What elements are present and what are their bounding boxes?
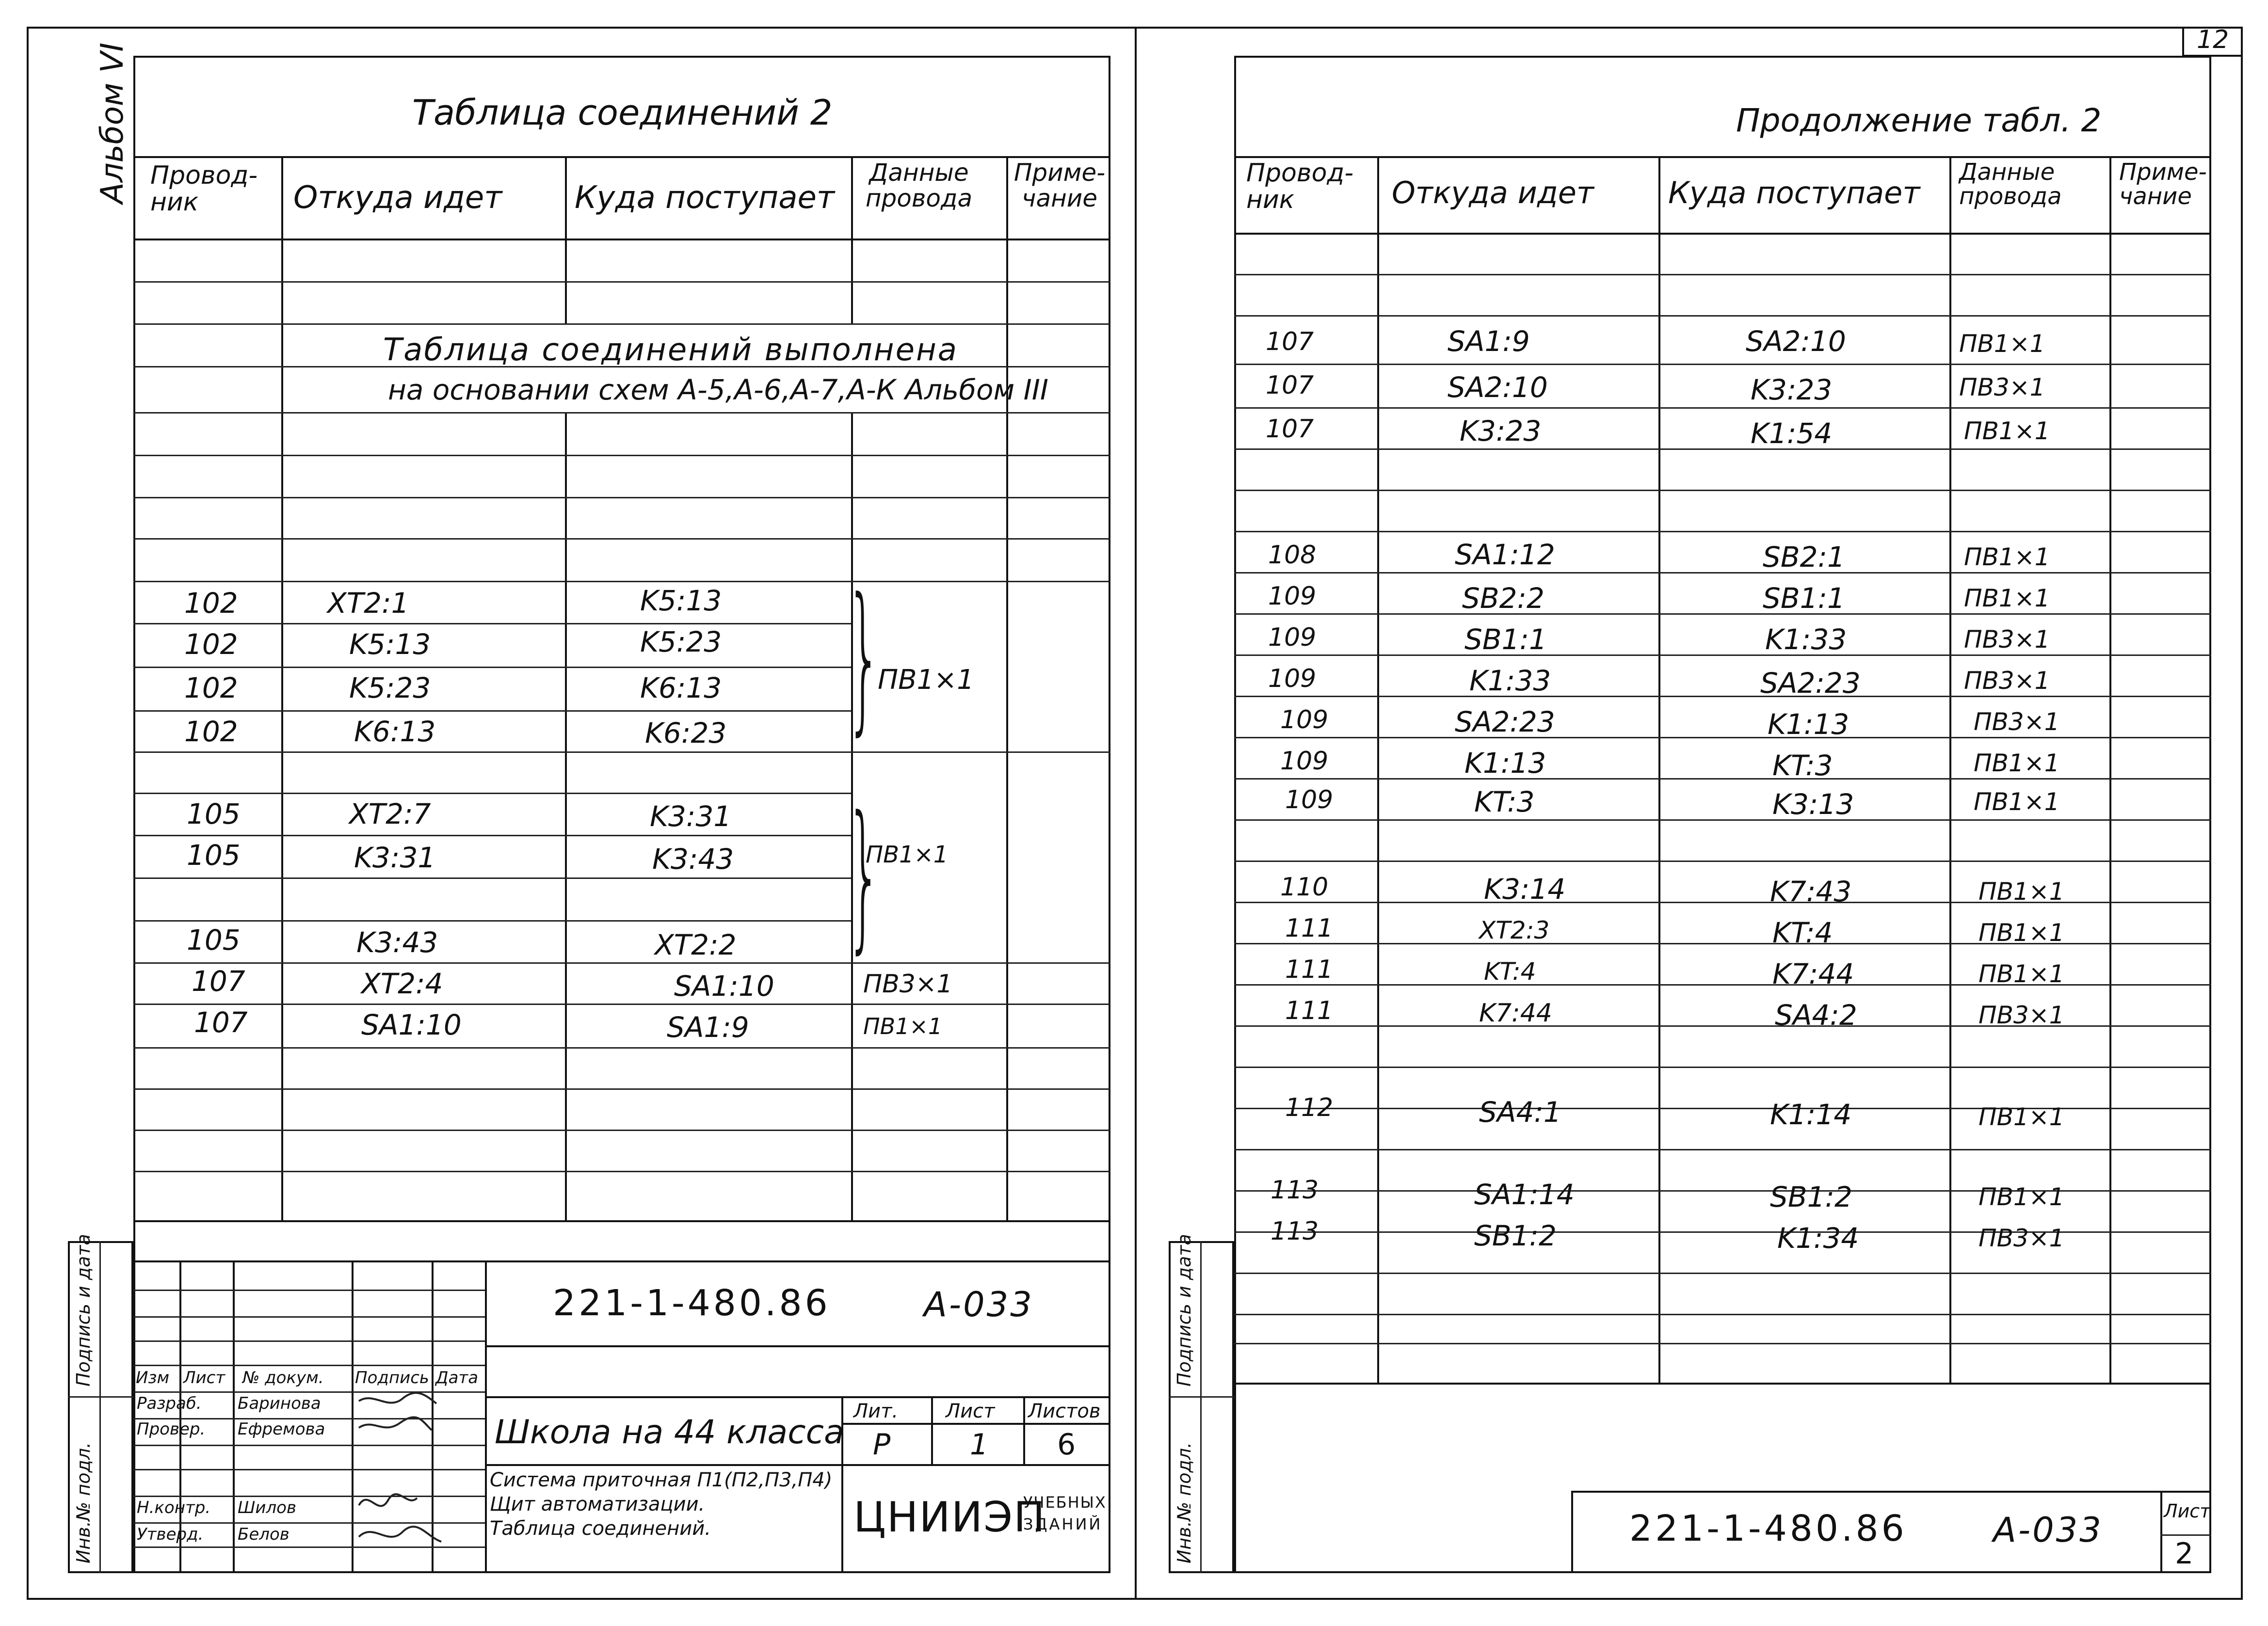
row-line xyxy=(133,623,851,624)
row-7-to: XT2:2 xyxy=(655,928,737,961)
r-row-17-data: ПВ3×1 xyxy=(1978,1224,2065,1252)
group-1-data: ПВ1×1 xyxy=(878,664,974,696)
r-row-5-from: SB2:2 xyxy=(1462,582,1544,615)
row-5-from: XT2:7 xyxy=(349,797,431,830)
row-line xyxy=(133,793,851,794)
right-row-line xyxy=(1234,531,2211,532)
r-row-4-data: ПВ1×1 xyxy=(1964,543,2050,571)
lit-label: Лит. xyxy=(853,1400,899,1422)
right-row-line xyxy=(1234,1190,2211,1192)
stamp-line xyxy=(133,1340,485,1342)
row-4-from: K6:13 xyxy=(354,715,436,748)
org-name: ЦНИИЭП xyxy=(853,1493,1046,1542)
right-col-line xyxy=(1377,156,1379,1383)
stamp-col-sign: Подпись xyxy=(355,1368,429,1387)
right-sheet-code: А-033 xyxy=(1993,1510,2103,1550)
right-row-line xyxy=(1234,1149,2211,1150)
right-header-bottom xyxy=(1234,233,2211,235)
row-4-to: K6:23 xyxy=(645,717,727,749)
stamp-line xyxy=(485,1464,1110,1466)
r-row-9-data: ПВ1×1 xyxy=(1974,749,2060,777)
right-sheet-value: 2 xyxy=(2175,1537,2194,1571)
r-row-15-wire: 112 xyxy=(1285,1093,1334,1122)
header-to: Куда поступает xyxy=(575,180,835,216)
stamp-col-list: Лист xyxy=(183,1368,225,1387)
left-sheet-code: А-033 xyxy=(924,1285,1034,1324)
right-row-line xyxy=(1234,1273,2211,1274)
right-side-label-1: Подпись и дата xyxy=(1174,1234,1195,1387)
right-table-frame xyxy=(1234,56,2211,1573)
row-6-to: K3:43 xyxy=(652,843,734,876)
right-header-wire: Провод-ник xyxy=(1246,159,1354,214)
album-label: Альбом VI xyxy=(95,42,130,204)
stamp-line xyxy=(133,1260,1110,1262)
right-row-line xyxy=(1234,1231,2211,1233)
r-row-12-to: KT:4 xyxy=(1772,916,1833,949)
right-row-line xyxy=(1234,819,2211,821)
stamp-line xyxy=(133,1365,485,1366)
r-row-16-from: SA1:14 xyxy=(1474,1178,1575,1211)
r-row-9-from: K1:13 xyxy=(1464,747,1546,780)
r-row-13-to: K7:44 xyxy=(1772,957,1854,990)
r-row-7-to: SA2:23 xyxy=(1760,667,1861,700)
r-row-16-wire: 113 xyxy=(1271,1176,1319,1205)
left-doc-code: 221-1-480.86 xyxy=(553,1282,831,1324)
r-row-15-data: ПВ1×1 xyxy=(1978,1103,2065,1131)
stamp-sep xyxy=(485,1260,487,1573)
r-row-12-wire: 111 xyxy=(1285,914,1334,943)
row-5-to: K3:31 xyxy=(650,800,732,833)
r-row-17-to: K1:34 xyxy=(1777,1222,1859,1255)
row-3-to: K6:13 xyxy=(640,671,722,704)
right-row-line xyxy=(1234,984,2211,986)
signature-scribbles xyxy=(354,1391,461,1571)
right-row-line xyxy=(1234,1108,2211,1109)
row-line xyxy=(133,581,1110,582)
r-row-2-from: SA2:10 xyxy=(1448,371,1548,404)
right-row-line xyxy=(1234,737,2211,738)
right-stamp-sep xyxy=(2160,1491,2162,1573)
row-line xyxy=(133,667,851,668)
stamp-role-3: Н.контр. xyxy=(137,1498,211,1517)
r-row-7-data: ПВ3×1 xyxy=(1964,667,2050,695)
stamp-col-doc: № докум. xyxy=(242,1368,324,1387)
row-line xyxy=(133,538,1110,540)
note-line-2: на основании схем А-5,А-6,А-7,А-К Альбом III xyxy=(388,373,1048,406)
col-line-2 xyxy=(565,156,567,323)
right-row-line xyxy=(1234,654,2211,656)
right-row-line xyxy=(1234,861,2211,862)
stamp-sep xyxy=(233,1260,235,1573)
right-title-divider xyxy=(1234,156,2211,158)
right-row-line xyxy=(1234,1343,2211,1344)
stamp-col-izm: Изм xyxy=(136,1368,170,1387)
stamp-name-1: Баринова xyxy=(238,1394,321,1413)
row-line xyxy=(133,323,1110,325)
right-row-line xyxy=(1234,778,2211,780)
r-row-9-to: KT:3 xyxy=(1772,749,1833,782)
row-8-to: SA1:10 xyxy=(674,970,774,1003)
side-strip-sep xyxy=(68,1396,133,1398)
col-line-1 xyxy=(281,156,283,1220)
right-row-line xyxy=(1234,364,2211,365)
sheets-value: 6 xyxy=(1057,1428,1076,1462)
right-row-line xyxy=(1234,613,2211,615)
row-1-to: K5:13 xyxy=(640,584,722,617)
row-8-data: ПВ3×1 xyxy=(863,970,953,999)
r-row-13-data: ПВ1×1 xyxy=(1978,960,2065,988)
r-row-11-wire: 110 xyxy=(1280,873,1329,902)
r-row-14-from: K7:44 xyxy=(1479,999,1552,1028)
right-row-line xyxy=(1234,1067,2211,1068)
row-3-wire: 102 xyxy=(184,671,238,704)
title-divider xyxy=(133,156,1110,158)
right-row-line xyxy=(1234,1314,2211,1315)
project-title: Школа на 44 класса xyxy=(495,1413,844,1451)
row-line xyxy=(133,962,1110,964)
sheets-label: Листов xyxy=(1028,1400,1101,1422)
stamp-col-date: Дата xyxy=(435,1368,479,1387)
r-row-6-data: ПВ3×1 xyxy=(1964,625,2050,654)
r-row-3-data: ПВ1×1 xyxy=(1964,417,2050,445)
r-row-1-data: ПВ1×1 xyxy=(1959,330,2045,358)
r-row-3-to: K1:54 xyxy=(1751,417,1833,450)
row-9-data: ПВ1×1 xyxy=(863,1013,943,1039)
lit-value: Р xyxy=(873,1428,891,1462)
r-row-6-to: K1:33 xyxy=(1765,623,1847,656)
r-row-17-wire: 113 xyxy=(1271,1217,1319,1246)
r-row-9-wire: 109 xyxy=(1280,747,1329,776)
r-row-5-to: SB1:1 xyxy=(1763,582,1845,615)
right-row-line xyxy=(1234,407,2211,409)
right-row-line xyxy=(1234,1383,2211,1385)
row-6-wire: 105 xyxy=(187,839,241,872)
desc-line-3: Таблица соединений. xyxy=(490,1517,711,1540)
sheet-number: 12 xyxy=(2197,25,2229,54)
row-8-from: XT2:4 xyxy=(361,967,443,1000)
r-row-12-from: XT2:3 xyxy=(1479,916,1550,944)
r-row-5-data: ПВ1×1 xyxy=(1964,584,2050,612)
group-1-brace: } xyxy=(846,564,882,750)
row-2-to: K5:23 xyxy=(640,625,722,658)
r-row-10-data: ПВ1×1 xyxy=(1974,788,2060,816)
right-row-line xyxy=(1234,1025,2211,1027)
group-2-data: ПВ1×1 xyxy=(866,841,949,868)
r-row-14-data: ПВ3×1 xyxy=(1978,1001,2065,1029)
col-line-2b xyxy=(565,412,567,1220)
right-row-line xyxy=(1234,943,2211,944)
r-row-8-to: K1:13 xyxy=(1768,708,1850,741)
stamp-line xyxy=(841,1423,1110,1425)
r-row-13-wire: 111 xyxy=(1285,955,1334,984)
r-row-14-to: SA4:2 xyxy=(1775,999,1857,1032)
right-row-line xyxy=(1234,448,2211,450)
right-stamp-sep xyxy=(2160,1534,2211,1536)
note-line-1: Таблица соединений выполнена xyxy=(383,332,958,368)
right-row-line xyxy=(1234,696,2211,697)
row-4-wire: 102 xyxy=(184,715,238,748)
r-row-7-from: K1:33 xyxy=(1469,664,1551,697)
row-9-to: SA1:9 xyxy=(667,1011,749,1044)
row-8-wire: 107 xyxy=(192,965,245,998)
header-from: Откуда идет xyxy=(293,180,502,216)
stamp-sep xyxy=(352,1260,354,1573)
row-9-wire: 107 xyxy=(194,1006,248,1039)
org-sub-1: УЧЕБНЫХ xyxy=(1023,1493,1107,1512)
r-row-7-wire: 109 xyxy=(1268,664,1317,693)
row-line xyxy=(133,751,1110,753)
r-row-4-from: SA1:12 xyxy=(1455,538,1555,571)
col-line-3 xyxy=(851,156,853,323)
header-bottom xyxy=(133,239,1110,240)
right-col-line xyxy=(1949,156,1951,1383)
row-line xyxy=(133,412,1110,414)
right-side-label-2: Инв.№ подл. xyxy=(1174,1442,1195,1563)
r-row-10-from: KT:3 xyxy=(1474,785,1535,818)
right-row-line xyxy=(1234,315,2211,317)
r-row-1-from: SA1:9 xyxy=(1448,325,1530,358)
row-7-from: K3:43 xyxy=(356,926,438,959)
row-line xyxy=(133,455,1110,456)
r-row-8-from: SA2:23 xyxy=(1455,705,1555,738)
r-row-12-data: ПВ1×1 xyxy=(1978,919,2065,947)
r-row-8-wire: 109 xyxy=(1280,705,1329,734)
row-3-from: K5:23 xyxy=(349,671,431,704)
header-wire: Провод-ник xyxy=(150,161,258,217)
r-row-1-to: SA2:10 xyxy=(1746,325,1846,358)
stamp-sep xyxy=(931,1396,933,1464)
stamp-line xyxy=(133,1290,485,1291)
row-line xyxy=(133,1004,1110,1005)
row-line xyxy=(133,877,851,879)
right-col-line xyxy=(1658,156,1660,1383)
r-row-14-wire: 111 xyxy=(1285,996,1334,1025)
stamp-name-4: Белов xyxy=(238,1525,290,1544)
row-line xyxy=(133,920,851,922)
stamp-name-2: Ефремова xyxy=(238,1419,325,1439)
r-row-15-to: K1:14 xyxy=(1770,1098,1852,1131)
r-row-11-from: K3:14 xyxy=(1484,873,1566,906)
row-5-wire: 105 xyxy=(187,797,241,830)
row-7-wire: 105 xyxy=(187,924,241,956)
header-note: Приме-чание xyxy=(1013,159,1106,212)
r-row-1-wire: 107 xyxy=(1266,327,1314,356)
r-row-6-wire: 109 xyxy=(1268,623,1317,652)
row-2-from: K5:13 xyxy=(349,628,431,661)
r-row-2-to: K3:23 xyxy=(1751,373,1833,406)
r-row-3-wire: 107 xyxy=(1266,414,1314,444)
stamp-name-3: Шилов xyxy=(238,1498,297,1517)
r-row-2-wire: 107 xyxy=(1266,371,1314,400)
row-line xyxy=(133,281,1110,283)
row-line xyxy=(133,1047,1110,1049)
side-strip-sep xyxy=(99,1241,101,1573)
right-row-line xyxy=(1234,274,2211,275)
r-row-10-to: K3:13 xyxy=(1772,788,1854,821)
row-line xyxy=(133,1171,1110,1172)
row-line xyxy=(133,497,1110,498)
stamp-sep xyxy=(1023,1396,1025,1464)
right-row-line xyxy=(1234,572,2211,574)
r-row-17-from: SB1:2 xyxy=(1474,1219,1557,1252)
row-line xyxy=(133,1088,1110,1090)
r-row-4-wire: 108 xyxy=(1268,541,1317,570)
r-row-4-to: SB2:1 xyxy=(1763,541,1845,574)
left-table-title: Таблица соединений 2 xyxy=(412,92,833,133)
r-row-11-data: ПВ1×1 xyxy=(1978,877,2065,906)
right-header-to: Куда поступает xyxy=(1668,175,1920,210)
right-sheet-label: Лист xyxy=(2164,1500,2211,1522)
r-row-6-from: SB1:1 xyxy=(1464,623,1547,656)
row-2-wire: 102 xyxy=(184,628,238,661)
left-side-label-1: Подпись и дата xyxy=(73,1234,94,1387)
row-1-wire: 102 xyxy=(184,587,238,620)
r-row-10-wire: 109 xyxy=(1285,785,1334,814)
right-doc-code: 221-1-480.86 xyxy=(1629,1508,1907,1549)
col-line-4 xyxy=(1006,156,1008,1220)
r-row-5-wire: 109 xyxy=(1268,582,1317,611)
stamp-role-2: Провер. xyxy=(137,1419,206,1439)
right-row-line xyxy=(1234,490,2211,491)
r-row-15-from: SA4:1 xyxy=(1479,1096,1561,1129)
row-line xyxy=(133,835,851,836)
group-2-brace: } xyxy=(846,782,882,968)
sheet-value: 1 xyxy=(970,1428,989,1462)
org-sub-2: ЗДАНИЙ xyxy=(1023,1515,1103,1533)
header-data: Данные провода xyxy=(865,159,973,212)
left-side-label-2: Инв.№ подл. xyxy=(73,1442,94,1563)
stamp-role-1: Разраб. xyxy=(137,1394,202,1413)
right-header-from: Откуда идет xyxy=(1392,175,1594,210)
r-row-8-data: ПВ3×1 xyxy=(1974,708,2060,736)
stamp-top xyxy=(133,1220,1110,1222)
right-header-data: Данные провода xyxy=(1959,159,2062,210)
r-row-2-data: ПВ3×1 xyxy=(1959,373,2045,401)
r-row-16-to: SB1:2 xyxy=(1770,1180,1852,1213)
stamp-line xyxy=(133,1316,485,1318)
right-side-strip-sep xyxy=(1169,1396,1234,1398)
row-line xyxy=(133,1130,1110,1131)
right-side-strip-sep xyxy=(1200,1241,1202,1573)
r-row-3-from: K3:23 xyxy=(1460,414,1542,447)
stamp-line xyxy=(485,1345,1110,1347)
r-row-16-data: ПВ1×1 xyxy=(1978,1183,2065,1211)
desc-line-1: Система приточная П1(П2,П3,П4) xyxy=(490,1469,833,1491)
sheet-label: Лист xyxy=(946,1400,995,1422)
center-fold xyxy=(1135,27,1137,1600)
r-row-11-to: K7:43 xyxy=(1770,875,1852,908)
row-line xyxy=(133,710,851,712)
desc-line-2: Щит автоматизации. xyxy=(490,1493,705,1515)
right-row-line xyxy=(1234,902,2211,903)
row-9-from: SA1:10 xyxy=(361,1008,462,1041)
stamp-line xyxy=(485,1396,1110,1398)
r-row-13-from: KT:4 xyxy=(1484,957,1536,986)
row-6-from: K3:31 xyxy=(354,841,436,874)
right-header-note: Приме-чание xyxy=(2119,159,2207,210)
right-col-line xyxy=(2109,156,2111,1383)
right-table-title: Продолжение табл. 2 xyxy=(1736,102,2102,139)
stamp-role-4: Утверд. xyxy=(137,1525,204,1544)
row-1-from: XT2:1 xyxy=(327,587,409,620)
